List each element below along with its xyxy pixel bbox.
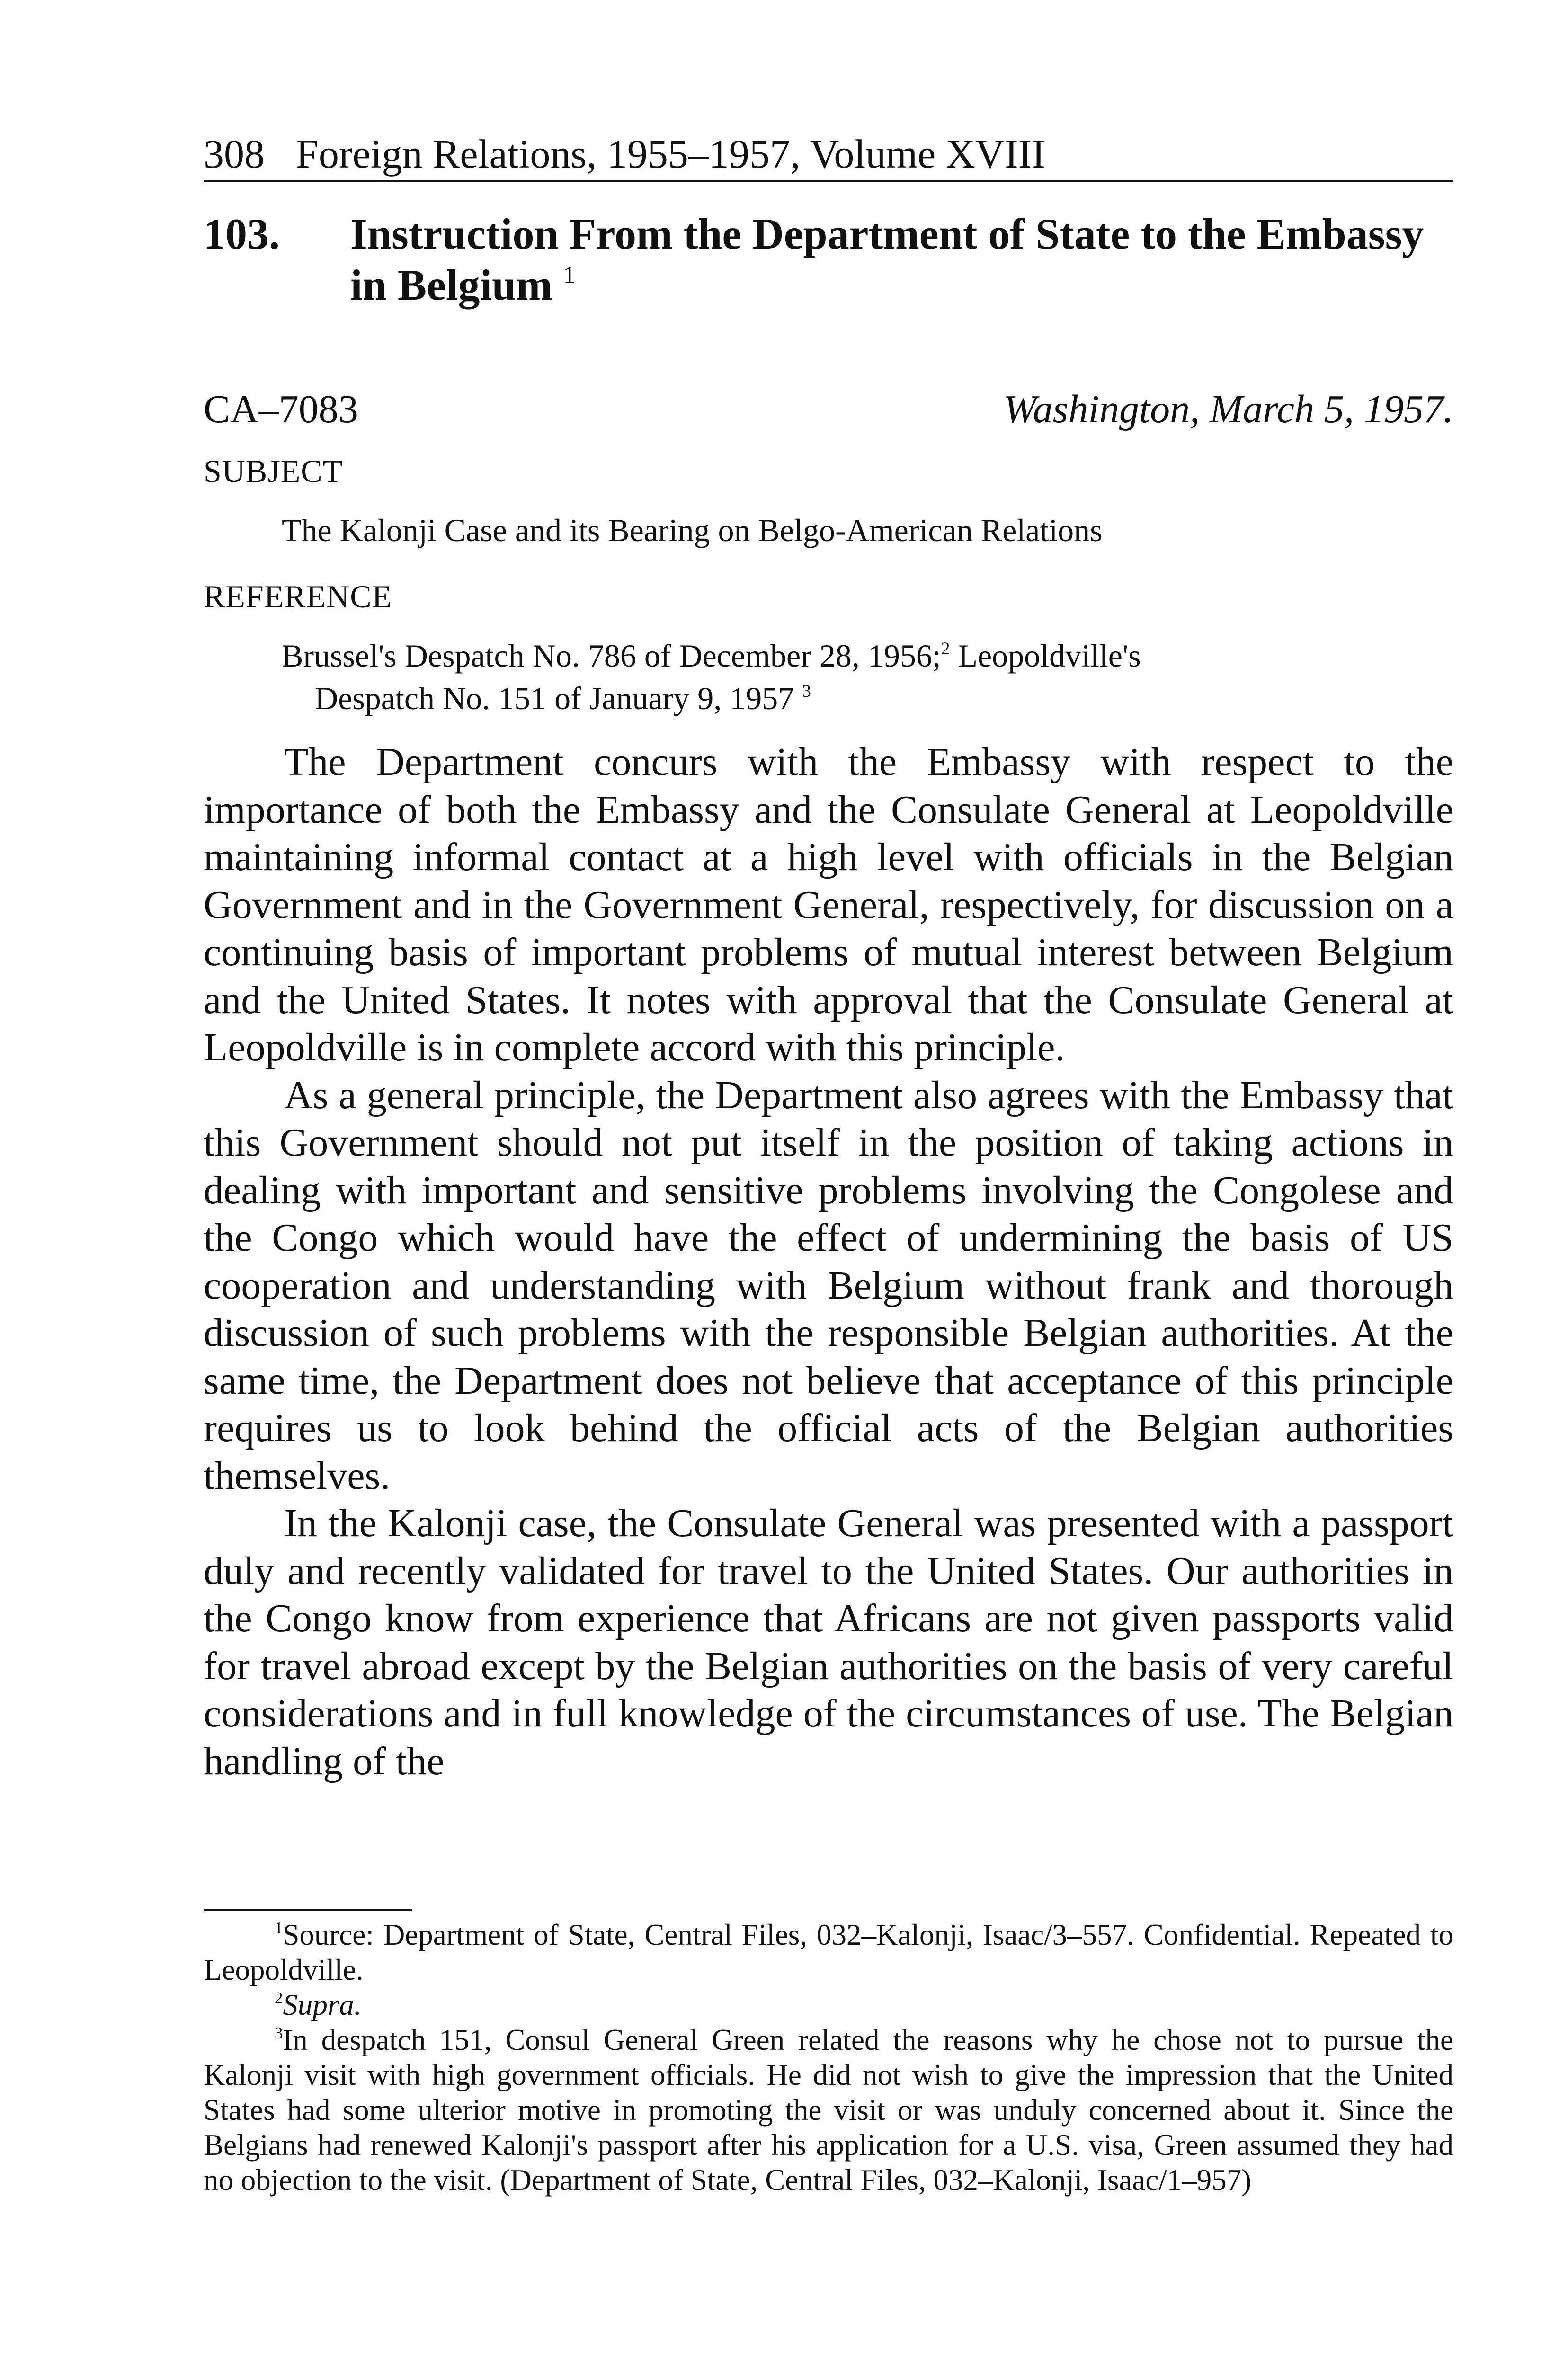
running-head: [204, 128, 1453, 182]
reference-text: [282, 634, 1453, 720]
place-date: Washington, March 5, 1957.: [1003, 387, 1453, 431]
body-paragraph: The Department concurs with the Embassy with respect to the importance of both the Embassy and the Consulate General at Leopoldville maintaining informal contact at a high level with officials in the Belgian Government and in the Government General, respectively, for discussion on a continuing basis of important problems of mutual interest between Belgium and the United States. It notes with approval that the Consulate General at Leopoldville is in complete accord with this principle.: [204, 740, 1453, 1069]
document-title-text: Instruction From the Department of State to the Embassy in Belgium: [350, 210, 1424, 309]
footnote-mark: 1: [275, 1919, 283, 1937]
footnote-text: Source: Department of State, Central Files, 032–Kalonji, Isaac/3–557. Confidential. Repeated to Leopoldville.: [204, 1918, 1453, 1986]
body-paragraph: As a general principle, the Department also agrees with the Embassy that this Government should not put itself in the position of taking actions in dealing with important and sensitive problems involving the Congolese and the Congo which would have the effect of undermining the basis of US cooperation and understanding with Belgium without frank and thorough discussion of such problems with the responsible Belgian authorities. At the same time, the Department does not believe that acceptance of this principle requires us to look behind the official acts of the Belgian authorities themselves.: [204, 1073, 1453, 1498]
body-paragraph: In the Kalonji case, the Consulate General was presented with a passport duly and recently validated for travel to the United States. Our authorities in the Congo know from experience that Africans are not given passports valid for travel abroad except by the Belgian authorities on the basis of very careful considerations and in full knowledge of the circumstances of use. The Belgian handling of the: [204, 1501, 1453, 1783]
footnote-text: Supra.: [283, 1988, 362, 2021]
document-code: CA–7083: [204, 387, 358, 431]
subject-text: The Kalonji Case and its Bearing on Belgo-American Relations: [282, 512, 1103, 548]
running-head-title: Foreign Relations, 1955–1957, Volume XVIII: [296, 131, 1045, 177]
footnotes: [204, 1917, 1453, 2198]
footnote-ref: 2: [941, 639, 950, 658]
footnote: [204, 2022, 1453, 2198]
footnote: [204, 1917, 1453, 1987]
document-number: 103.: [204, 210, 280, 258]
page-number: 308: [204, 131, 265, 177]
dateline: [204, 383, 1453, 436]
reference-part-2: Leopoldville's: [958, 638, 1141, 674]
footnote-text: In despatch 151, Consul General Green related the reasons why he chose not to pursue the Kalonji visit with high government officials. He did not wish to give the impression that the United States had some ulterior motive in promoting the visit or was unduly concerned about it. Since the Belgians had renewed Kalonji's passport after his application for a U.S. visa, Green assumed they had no objection to the visit. (Department of State, Central Files, 032–Kalonji, Isaac/1–957): [204, 2023, 1453, 2197]
footnote: [204, 1987, 1453, 2022]
footnote-ref: 1: [563, 261, 576, 288]
body-text: [204, 739, 1453, 1785]
reference-label: REFERENCE: [204, 578, 392, 614]
reference-part-3: Despatch No. 151 of January 9, 1957: [315, 680, 794, 716]
footnote-mark: 2: [275, 1989, 283, 2007]
subject-label: SUBJECT: [204, 453, 343, 489]
footnote-rule: [204, 1909, 412, 1911]
footnote-ref: 3: [802, 681, 811, 701]
reference-line-1: [282, 634, 1453, 677]
document-title: [350, 208, 1453, 311]
footnote-mark: 3: [275, 2024, 283, 2042]
reference-line-2: [282, 677, 1453, 720]
reference-part-1: Brussel's Despatch No. 786 of December 28, 1956;: [282, 638, 941, 674]
